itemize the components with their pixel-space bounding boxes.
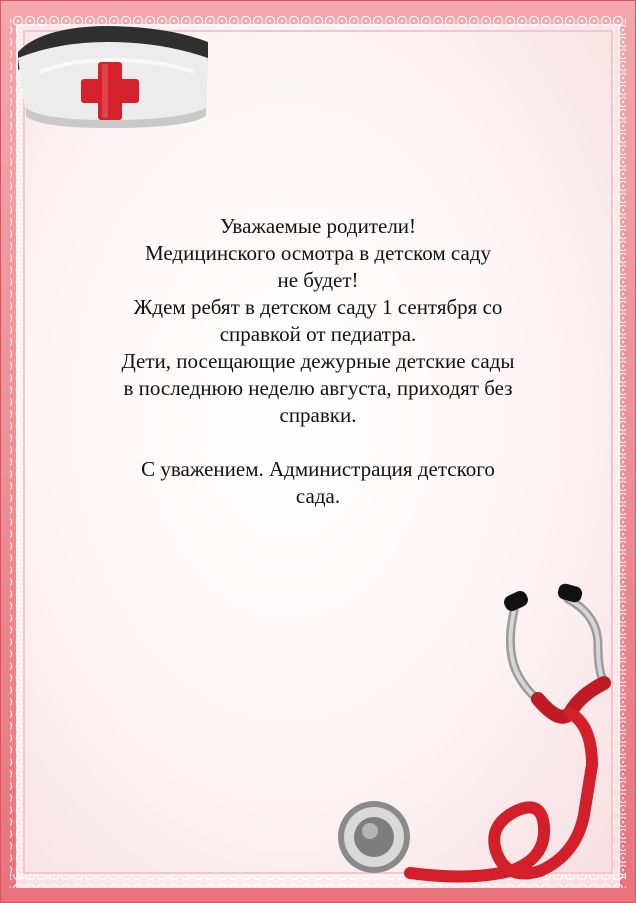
- notice-line: Медицинского осмотра в детском саду: [144, 241, 492, 265]
- notice-line: Уважаемые родители!: [219, 214, 417, 238]
- signature-line: сада.: [295, 484, 341, 508]
- notice-line: справкой от педиатра.: [219, 322, 417, 346]
- stethoscope-icon: [330, 575, 630, 895]
- nurse-cap-icon: [10, 12, 216, 130]
- signature-line: С уважением. Администрация детского: [141, 457, 495, 481]
- paragraph-gap: [80, 429, 556, 456]
- notice-text: [80, 213, 556, 510]
- notice-line: Дети, посещающие дежурные детские сады: [121, 349, 515, 373]
- notice-line: в последнюю неделю августа, приходят без: [123, 376, 513, 400]
- notice-line: Ждем ребят в детском саду 1 сентября со: [133, 295, 503, 319]
- notice-line: не будет!: [277, 268, 359, 292]
- notice-line: справки.: [279, 403, 357, 427]
